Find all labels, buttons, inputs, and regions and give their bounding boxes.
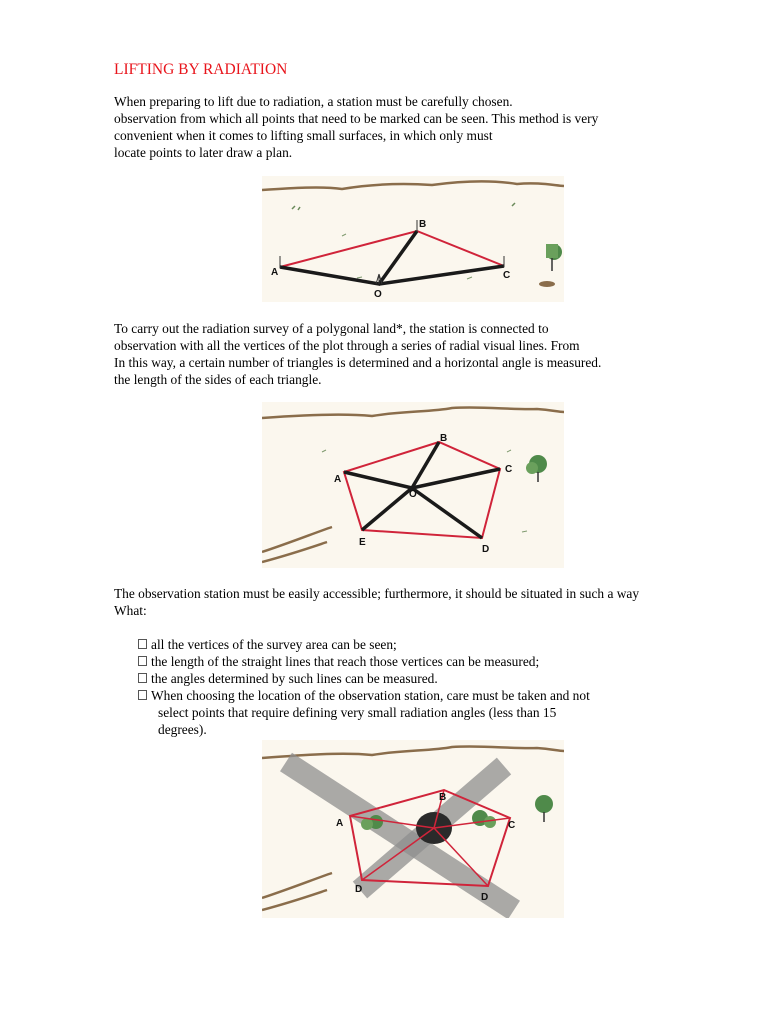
text-line: convenient when it comes to lifting small surfaces, in which only must — [114, 128, 493, 143]
ground-line — [262, 873, 332, 910]
point-label-c: C — [505, 464, 513, 475]
point-label-e: E — [359, 537, 366, 548]
bullet-box-icon — [138, 690, 147, 700]
horizon-line — [262, 746, 564, 758]
tree-icon — [472, 810, 496, 828]
point-label-b: B — [440, 433, 448, 444]
point-label-o: O — [374, 289, 382, 300]
point-label-d-second: D — [481, 892, 489, 903]
survey-paragraph — [114, 320, 601, 388]
ray-line — [412, 488, 482, 538]
ground-line — [262, 527, 332, 562]
conditions-list — [138, 636, 590, 738]
tree-icon — [526, 455, 547, 482]
text-line: To carry out the radiation survey of a polygonal land*, the station is connected to — [114, 321, 549, 336]
text-line: When preparing to lift due to radiation, a station must be carefully chosen. — [114, 94, 513, 109]
grass-mark — [322, 450, 527, 532]
ray-line — [412, 469, 500, 488]
figure-radiation-three-points — [262, 176, 564, 302]
horizon-line — [262, 407, 564, 418]
list-item: When choosing the location of the observation station, care must be taken and not — [138, 687, 590, 704]
ray-line — [344, 472, 412, 488]
point-label-b: B — [419, 219, 427, 230]
list-item-continuation: select points that require defining very small radiation angles (less than 15 — [158, 705, 557, 720]
text-line: locate points to later draw a plan. — [114, 145, 293, 160]
intro-paragraph — [114, 93, 598, 161]
point-label-a: A — [336, 818, 344, 829]
ray-line — [280, 231, 417, 284]
list-item: the length of the straight lines that reach those vertices can be measured; — [138, 653, 590, 670]
text-line: In this way, a certain number of triangles is determined and a horizontal angle is measured. — [114, 355, 602, 370]
figure-incorrect-station — [262, 740, 564, 918]
list-item-continuation: degrees). — [158, 722, 207, 737]
text-line: the length of the sides of each triangle. — [114, 372, 322, 387]
ray-line — [362, 488, 412, 530]
point-label-o: O — [409, 489, 417, 500]
point-label-a: A — [271, 267, 279, 278]
page-title: LIFTING BY RADIATION — [114, 61, 288, 78]
horizon-line — [262, 181, 564, 190]
bullet-box-icon — [138, 639, 147, 649]
tree-icon — [535, 795, 553, 822]
polygon-line — [280, 231, 504, 267]
text-line: observation with all the vertices of the plot through a series of radial visual lines. From — [114, 338, 580, 353]
point-label-a: A — [334, 474, 342, 485]
text-line: The observation station must be easily accessible; furthermore, it should be situated in such a way — [114, 586, 640, 601]
point-label-d: D — [355, 884, 363, 895]
ray-line — [379, 266, 504, 284]
figure-radiation-polygon — [262, 402, 564, 568]
bullet-box-icon — [138, 673, 147, 683]
text-line: What: — [114, 603, 147, 618]
text-line: observation from which all points that need to be marked can be seen. This method is very — [114, 111, 599, 126]
ground-stone — [539, 281, 555, 287]
bullet-box-icon — [138, 656, 147, 666]
list-item: all the vertices of the survey area can be seen; — [138, 636, 590, 653]
grass-mark — [292, 203, 515, 210]
point-label-c: C — [503, 270, 511, 281]
point-label-b: B — [439, 792, 447, 803]
point-label-c: C — [508, 820, 516, 831]
point-label-d: D — [482, 544, 490, 555]
station-paragraph — [114, 585, 639, 619]
tree-icon — [546, 244, 562, 271]
list-item: the angles determined by such lines can be measured. — [138, 670, 590, 687]
